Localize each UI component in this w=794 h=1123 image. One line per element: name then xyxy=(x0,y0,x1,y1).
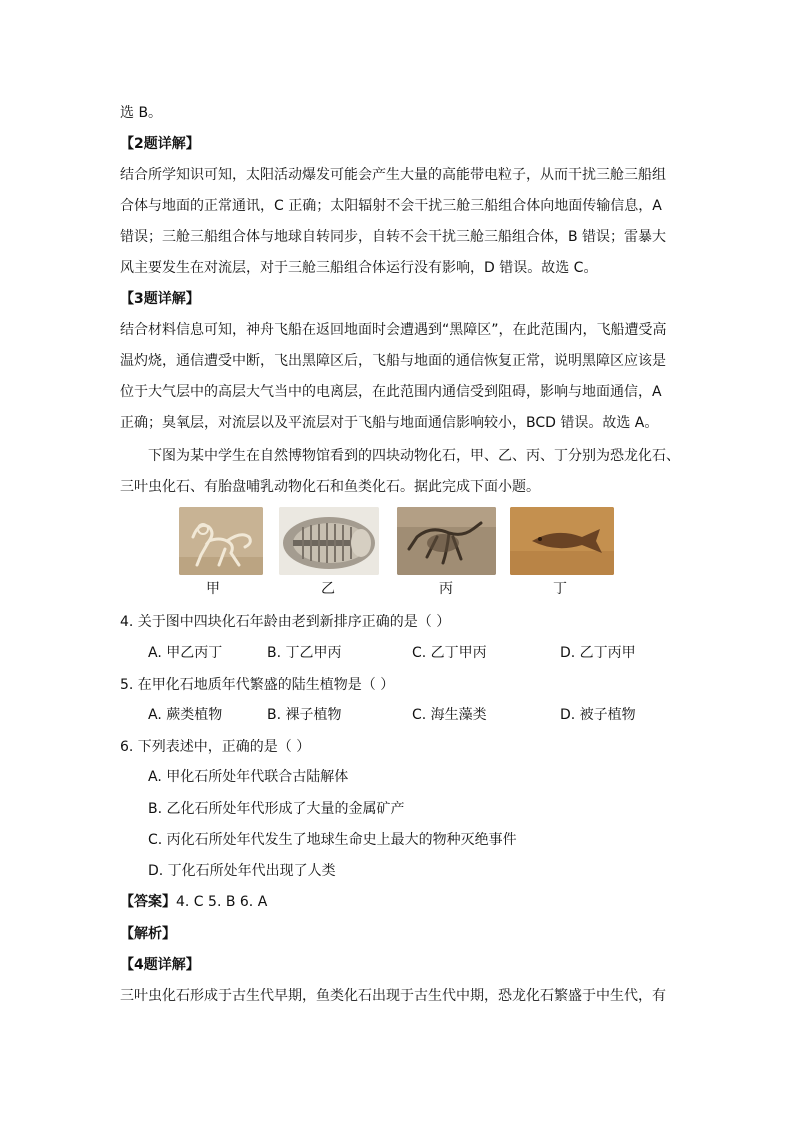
option: D. 乙丁丙甲 xyxy=(560,645,636,661)
answer-value: 4. C 5. B 6. A xyxy=(176,894,268,910)
option: C. 海生藻类 xyxy=(412,707,487,723)
answer-label: 【答案】 xyxy=(120,894,176,910)
dinosaur-fossil-image xyxy=(179,507,263,575)
question-stem: 5. 在甲化石地质年代繁盛的陆生植物是（ ） xyxy=(120,677,395,693)
answer-line xyxy=(120,892,267,912)
text-line: 选 B。 xyxy=(120,105,163,121)
option: A. 蕨类植物 xyxy=(148,707,223,723)
text-line: 错误；三舱三船组合体与地球自转同步，自转不会干扰三舱三船组合体，B 错误；雷暴大 xyxy=(120,229,667,245)
fossil-label-bing: 丙 xyxy=(439,581,453,597)
option: B. 丁乙甲丙 xyxy=(267,645,342,661)
text-line: 三叶虫化石形成于古生代早期，鱼类化石出现于古生代中期，恐龙化石繁盛于中生代，有 xyxy=(120,988,666,1004)
text-line: 合体与地面的正常通讯，C 正确；太阳辐射不会干扰三舱三船组合体向地面传输信息，A xyxy=(120,198,662,214)
option: C. 丙化石所处年代发生了地球生命史上最大的物种灭绝事件 xyxy=(148,832,517,848)
fish-fossil-image xyxy=(510,507,614,575)
question-stem: 6. 下列表述中，正确的是（ ） xyxy=(120,739,311,755)
section-heading: 【4题详解】 xyxy=(120,957,200,973)
section-heading: 【3题详解】 xyxy=(120,291,200,307)
text-line: 结合所学知识可知，太阳活动爆发可能会产生大量的高能带电粒子，从而干扰三舱三船组 xyxy=(120,167,666,183)
section-heading: 【2题详解】 xyxy=(120,136,200,152)
option: D. 丁化石所处年代出现了人类 xyxy=(148,863,336,879)
option: B. 乙化石所处年代形成了大量的金属矿产 xyxy=(148,801,405,817)
text-line: 结合材料信息可知，神舟飞船在返回地面时会遭遇到“黑障区”，在此范围内，飞船遭受高 xyxy=(120,322,667,338)
text-line: 下图为某中学生在自然博物馆看到的四块动物化石，甲、乙、丙、丁分别为恐龙化石、 xyxy=(148,448,680,464)
fossil-label-yi: 乙 xyxy=(321,581,335,597)
text-line: 温灼烧，通信遭受中断，飞出黑障区后，飞船与地面的通信恢复正常，说明黑障区应该是 xyxy=(120,353,666,369)
analysis-heading: 【解析】 xyxy=(120,926,176,942)
option: A. 甲乙丙丁 xyxy=(148,645,223,661)
fossil-label-jia: 甲 xyxy=(206,581,220,597)
text-line: 风主要发生在对流层，对于三舱三船组合体运行没有影响，D 错误。故选 C。 xyxy=(120,260,598,276)
fossil-label-ding: 丁 xyxy=(553,581,567,597)
option: D. 被子植物 xyxy=(560,707,636,723)
text-line: 三叶虫化石、有胎盘哺乳动物化石和鱼类化石。据此完成下面小题。 xyxy=(120,479,540,495)
text-line: 正确；臭氧层，对流层以及平流层对于飞船与地面通信影响较小，BCD 错误。故选 A。 xyxy=(120,415,659,431)
text-line: 位于大气层中的高层大气当中的电离层，在此范围内通信受到阻碍，影响与地面通信，A xyxy=(120,384,662,400)
option: C. 乙丁甲丙 xyxy=(412,645,487,661)
option: A. 甲化石所处年代联合古陆解体 xyxy=(148,769,349,785)
question-stem: 4. 关于图中四块化石年龄由老到新排序正确的是（ ） xyxy=(120,614,451,630)
trilobite-fossil-image xyxy=(279,507,379,575)
option: B. 裸子植物 xyxy=(267,707,342,723)
mammal-fossil-image xyxy=(397,507,496,575)
